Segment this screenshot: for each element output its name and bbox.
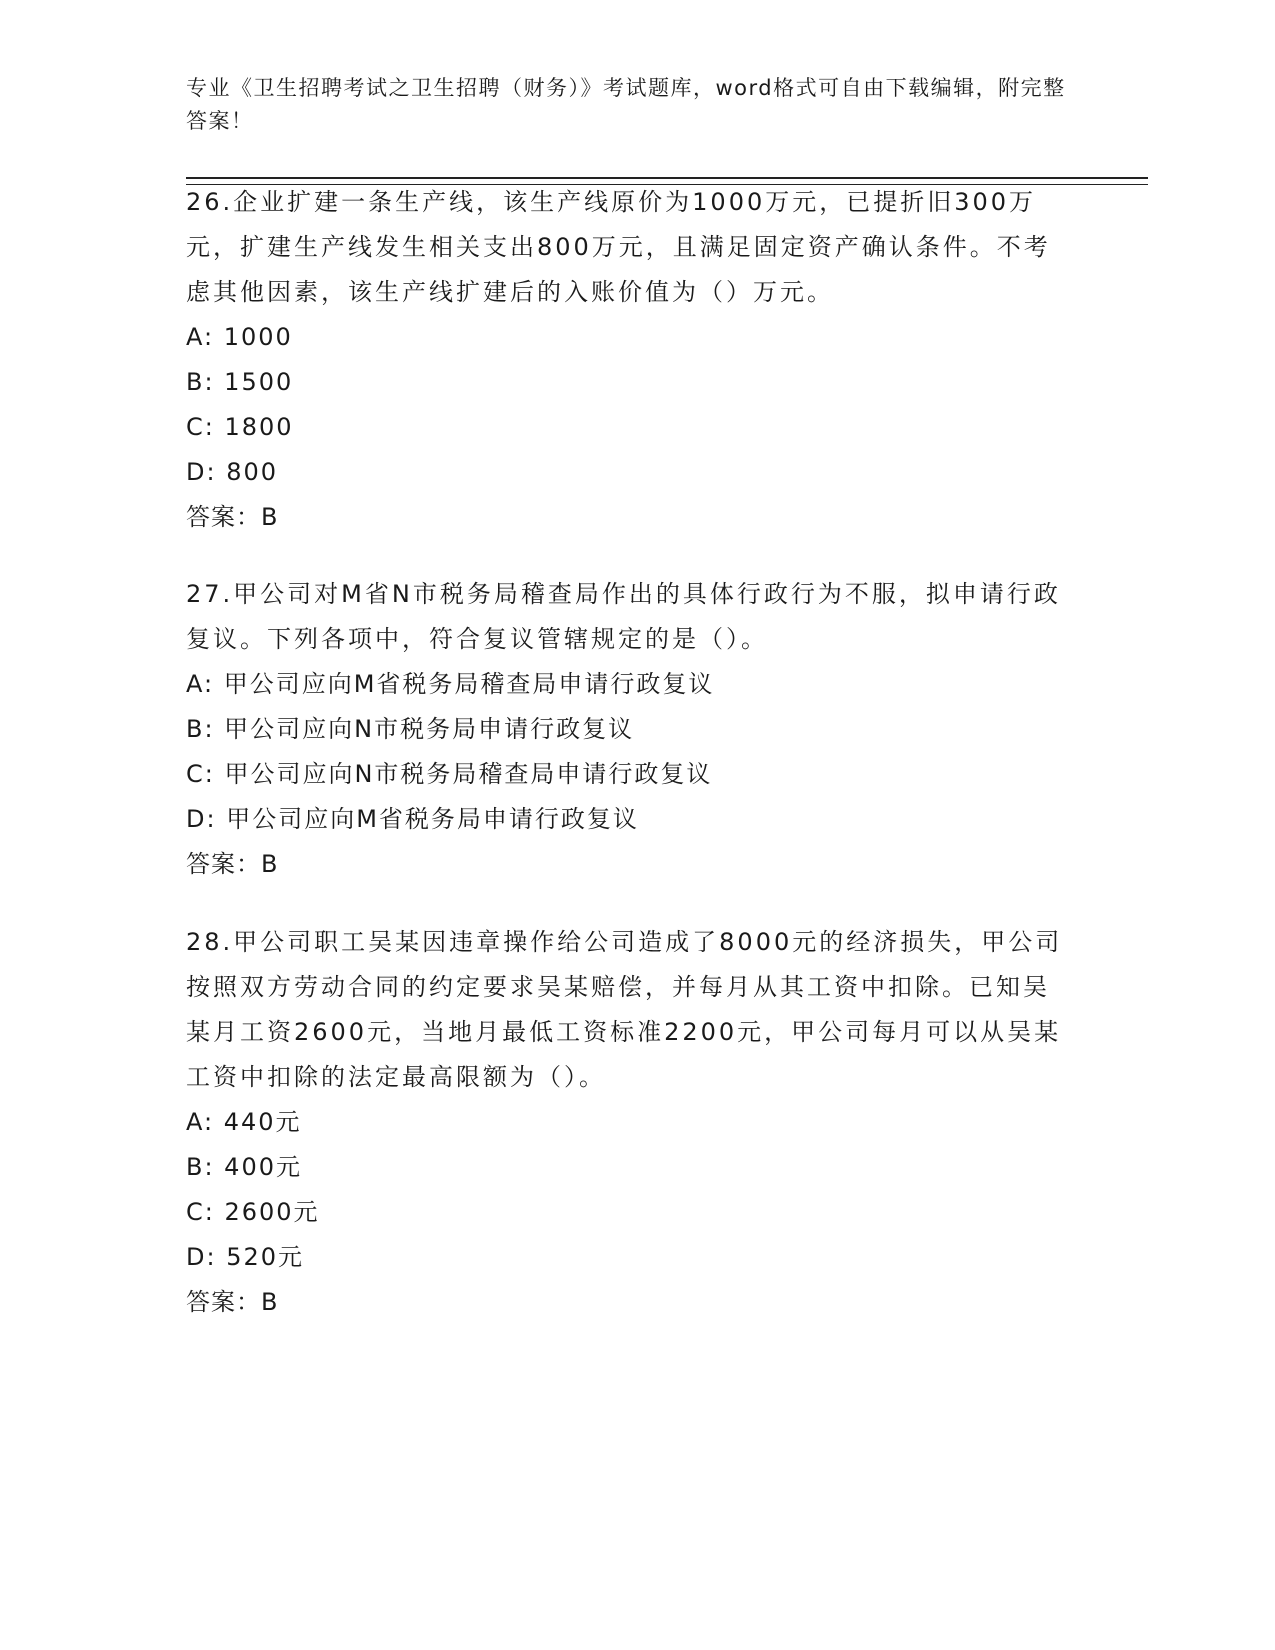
option-c: C: 1800	[186, 413, 294, 441]
option-a: A: 1000	[186, 323, 293, 351]
answer: 答案：B	[186, 503, 279, 531]
question-26	[186, 180, 1066, 540]
option-c: C: 2600元	[186, 1198, 320, 1226]
option-a: A: 440元	[186, 1108, 302, 1136]
option-a: A: 甲公司应向M省税务局稽查局申请行政复议	[186, 670, 715, 698]
option-b: B: 400元	[186, 1153, 302, 1181]
option-d: D: 520元	[186, 1243, 305, 1271]
question-stem: 28.甲公司职工吴某因违章操作给公司造成了8000元的经济损失，甲公司按照双方劳动合同的约定要求吴某赔偿，并每月从其工资中扣除。已知吴某月工资2600元，当地月最低工资标准2200元，甲公司每月可以从吴某工资中扣除的法定最高限额为（）。	[186, 928, 1063, 1091]
option-d: D: 甲公司应向M省税务局申请行政复议	[186, 805, 639, 833]
question-stem: 27.甲公司对M省N市税务局稽查局作出的具体行政行为不服，拟申请行政复议。下列各项中，符合复议管辖规定的是（）。	[186, 580, 1061, 653]
question-28	[186, 920, 1066, 1325]
option-b: B: 1500	[186, 368, 294, 396]
question-27	[186, 572, 1066, 887]
answer: 答案：B	[186, 1288, 279, 1316]
option-d: D: 800	[186, 458, 279, 486]
option-b: B: 甲公司应向N市税务局申请行政复议	[186, 715, 635, 743]
document-header: 专业《卫生招聘考试之卫生招聘（财务）》考试题库，word格式可自由下载编辑，附完整答案！	[186, 76, 1066, 133]
question-stem: 26.企业扩建一条生产线，该生产线原价为1000万元，已提折旧300万元，扩建生产线发生相关支出800万元，且满足固定资产确认条件。不考虑其他因素，该生产线扩建后的入账价值为（）万元。	[186, 188, 1051, 306]
answer: 答案：B	[186, 850, 279, 878]
option-c: C: 甲公司应向N市税务局稽查局申请行政复议	[186, 760, 713, 788]
